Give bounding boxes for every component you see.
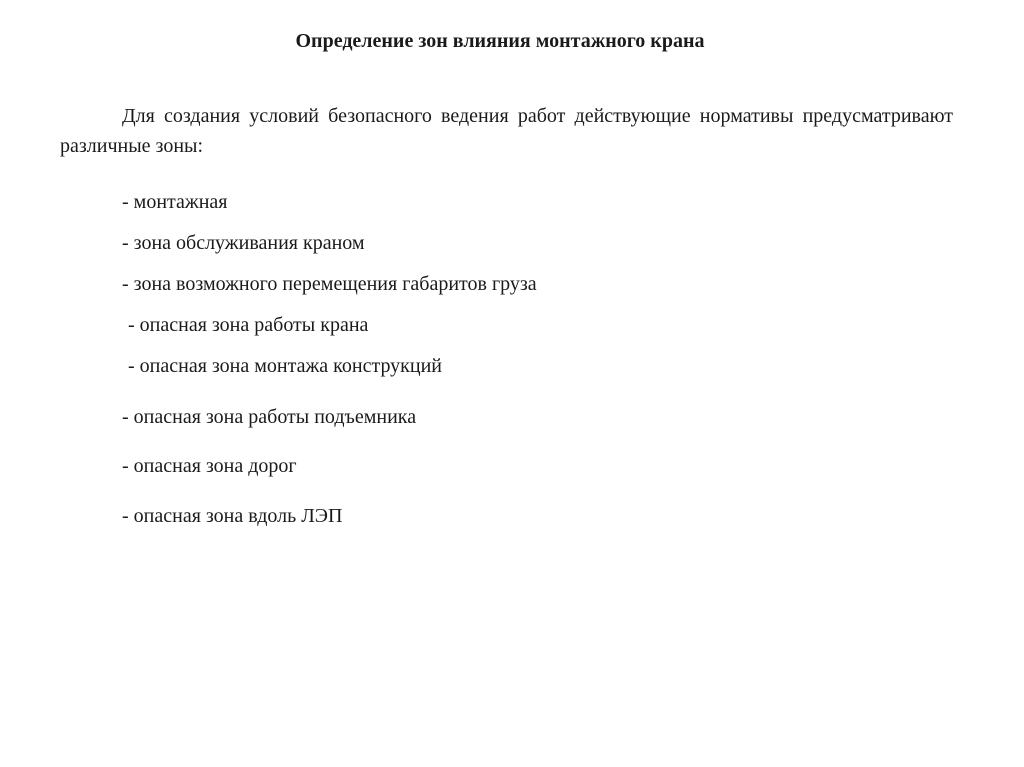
list-item-zone-2: - зона обслуживания краном [122,232,365,254]
list-item-zone-5: - опасная зона монтажа конструкций [128,355,443,377]
list-item-zone-8: - опасная зона вдоль ЛЭП [122,505,343,527]
list-item-zone-6: - опасная зона работы подъемника [122,406,417,428]
list-item-zone-4: - опасная зона работы крана [128,314,369,336]
list-item-zone-3: - зона возможного перемещения габаритов груза [122,273,537,295]
document-title: Определение зон влияния монтажного крана [295,30,705,52]
intro-paragraph: Для создания условий безопасного ведения работ действующие нормативы предусматривают различные зоны: [60,105,953,157]
document-title-container [0,30,1000,53]
list-item-zone-1: - монтажная [122,191,228,213]
list-item-zone-7: - опасная зона дорог [122,455,297,477]
